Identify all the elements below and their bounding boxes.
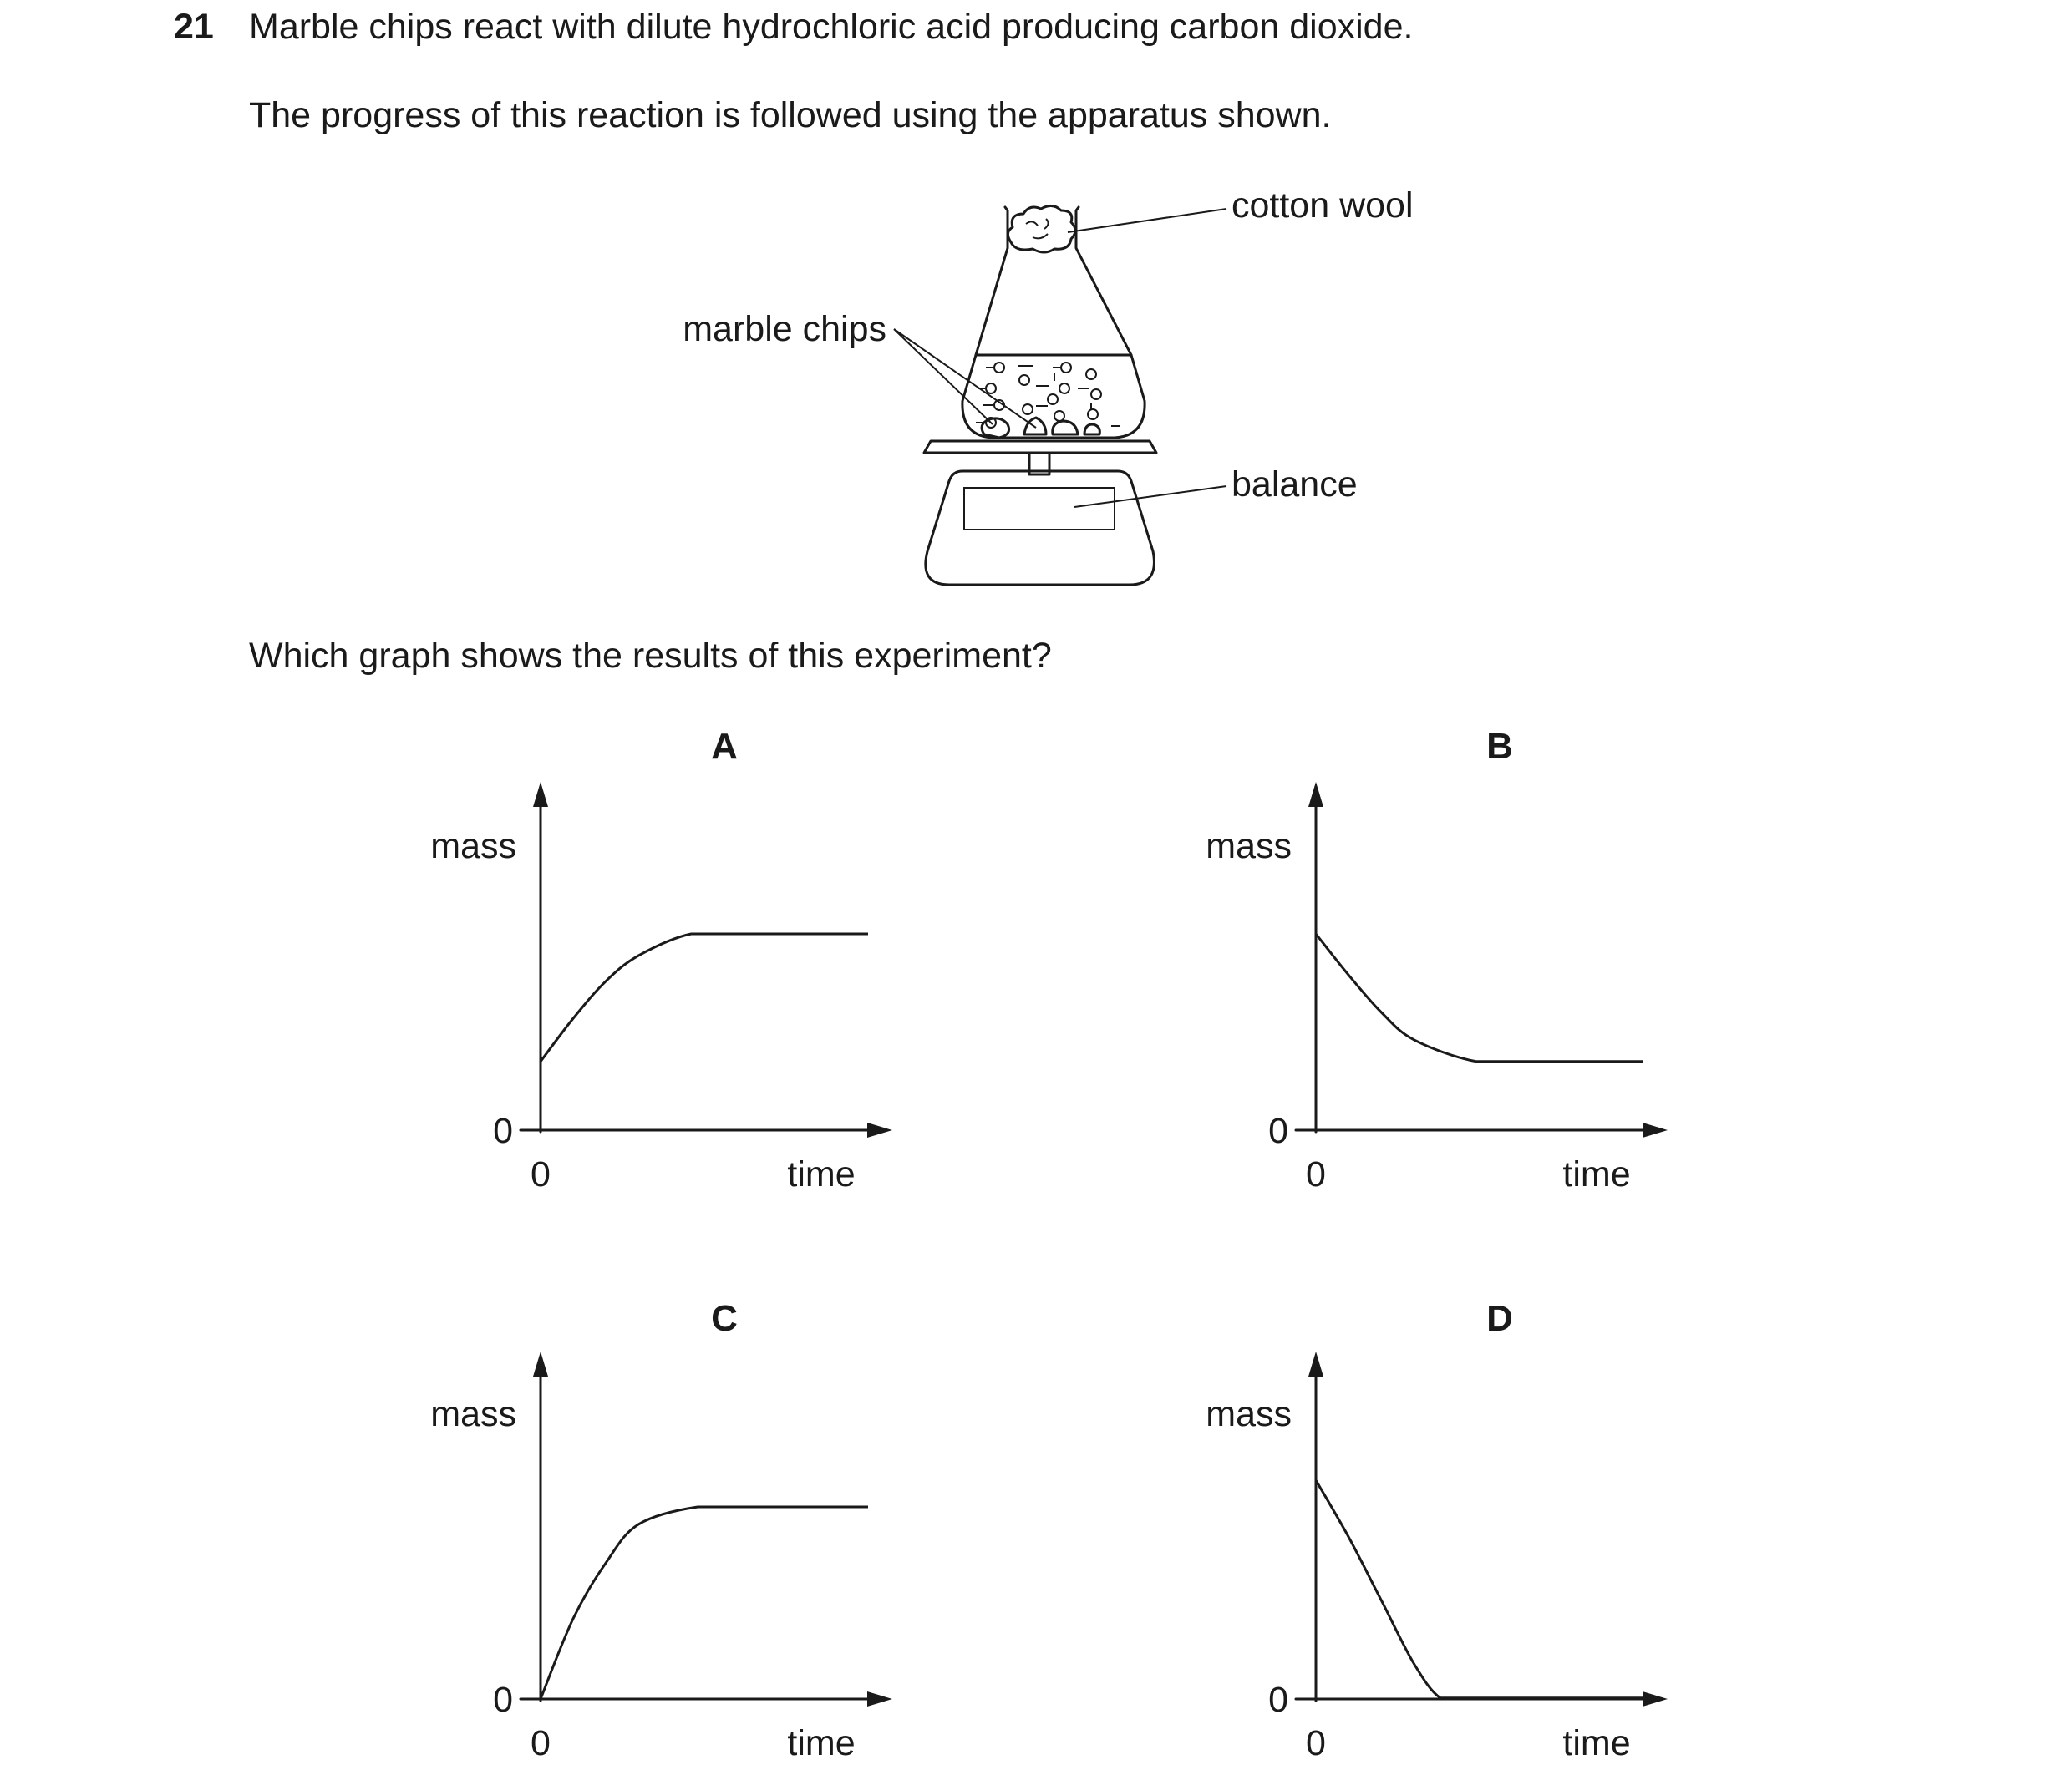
- graph-d-y-arrow: [1308, 1352, 1323, 1377]
- graph-a-x-arrow: [867, 1123, 892, 1138]
- question-line-1: Marble chips react with dilute hydrochloric acid producing carbon dioxide.: [249, 7, 1414, 47]
- graph-d-letter: D: [1486, 1298, 1513, 1339]
- marble-chips-label: marble chips: [683, 309, 886, 349]
- graph-b-x-tick-0: 0: [1306, 1154, 1326, 1194]
- graph-a-xlabel: time: [787, 1154, 856, 1194]
- graph-b-line: [1316, 934, 1643, 1062]
- graph-a-letter: A: [711, 726, 738, 767]
- graph-d-y-tick-0: 0: [1268, 1680, 1288, 1720]
- graph-c-y-tick-0: 0: [493, 1680, 513, 1720]
- graph-b-y-arrow: [1308, 782, 1323, 807]
- graph-a-x-tick-0: 0: [531, 1154, 551, 1194]
- apparatus-diagram: [683, 185, 1413, 585]
- marble-chips: [982, 418, 1099, 438]
- graph-b-x-arrow: [1643, 1123, 1668, 1138]
- graph-b-y-tick-0: 0: [1268, 1111, 1288, 1151]
- cotton-wool-texture: [1026, 219, 1049, 238]
- graph-c: [430, 1298, 892, 1763]
- balance-leader: [1074, 486, 1226, 507]
- balance-label: balance: [1232, 464, 1358, 505]
- graph-d-x-tick-0: 0: [1306, 1723, 1326, 1763]
- graph-d-x-arrow: [1643, 1691, 1668, 1707]
- graph-c-line: [541, 1507, 868, 1699]
- graph-a-y-tick-0: 0: [493, 1111, 513, 1151]
- graph-d-line: [1316, 1480, 1643, 1698]
- balance-pan: [924, 441, 1156, 453]
- graph-b: [1206, 726, 1668, 1194]
- graph-b-xlabel: time: [1562, 1154, 1631, 1194]
- cotton-wool: [1008, 205, 1075, 252]
- graph-a: [430, 726, 892, 1194]
- graph-c-ylabel: mass: [430, 1394, 516, 1434]
- graph-a-y-arrow: [533, 782, 548, 807]
- graph-c-letter: C: [711, 1298, 738, 1339]
- graph-c-xlabel: time: [787, 1723, 856, 1763]
- graph-a-line: [541, 934, 868, 1062]
- cotton-wool-label: cotton wool: [1232, 185, 1414, 226]
- graph-b-letter: B: [1486, 726, 1513, 767]
- marble-chips-leader-2: [894, 329, 1036, 428]
- graph-d-ylabel: mass: [1206, 1394, 1292, 1434]
- question-line-2: The progress of this reaction is followed using the apparatus shown.: [249, 95, 1332, 135]
- balance-display: [964, 488, 1115, 530]
- graph-c-y-arrow: [533, 1352, 548, 1377]
- graph-b-ylabel: mass: [1206, 826, 1292, 866]
- graph-c-x-arrow: [867, 1691, 892, 1707]
- question-number: 21: [174, 7, 214, 47]
- graph-a-ylabel: mass: [430, 826, 516, 866]
- marble-chips-leader-1: [894, 329, 993, 424]
- question-prompt: Which graph shows the results of this experiment?: [249, 636, 1052, 676]
- graph-d: [1206, 1298, 1668, 1763]
- graph-c-x-tick-0: 0: [531, 1723, 551, 1763]
- conical-flask: [962, 207, 1145, 438]
- graph-d-xlabel: time: [1562, 1723, 1631, 1763]
- cotton-wool-leader: [1068, 209, 1226, 232]
